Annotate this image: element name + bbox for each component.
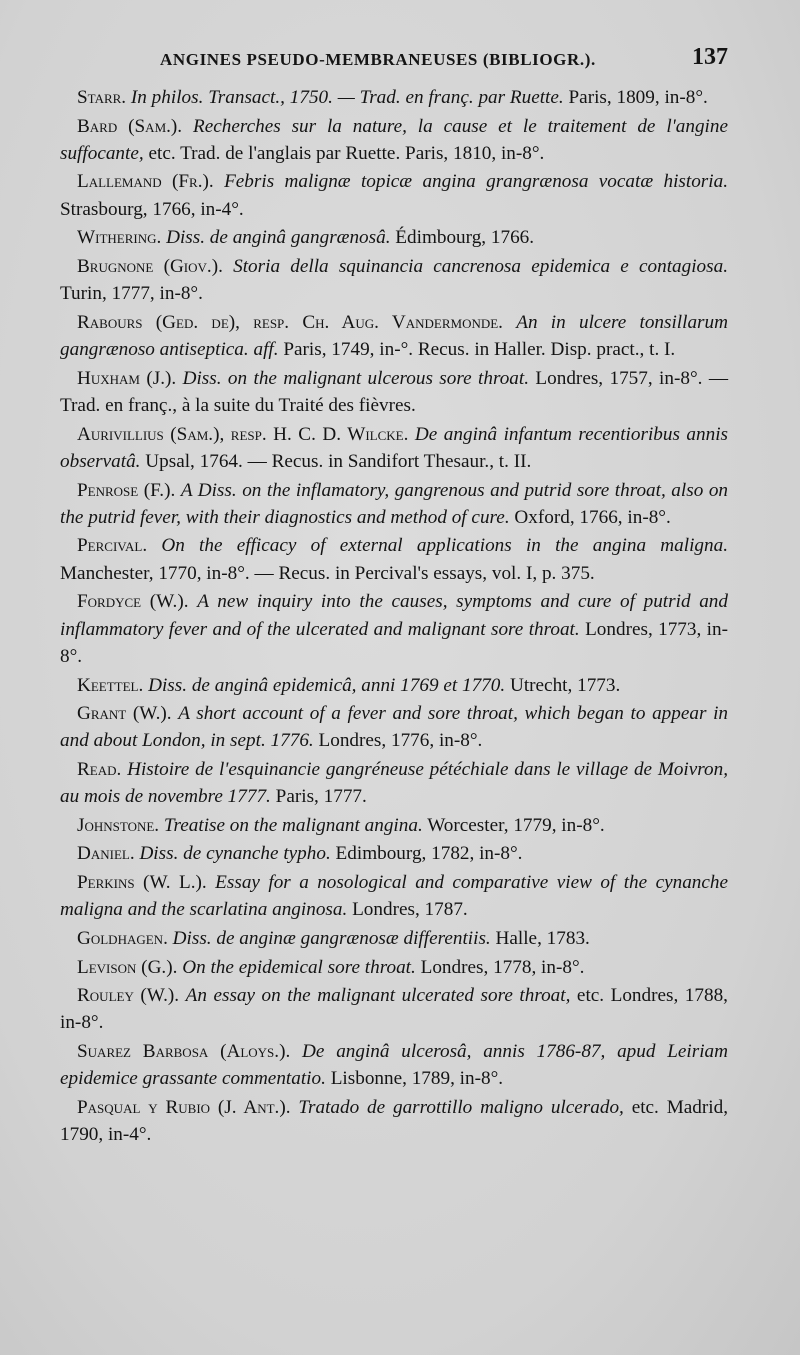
bibliography-entry [60,812,728,839]
entry-publication: Londres, 1757, in-8°. — Trad. en franç., à la suite du Traité des fièvres. [60,367,729,417]
bibliography-entry [60,869,728,924]
entry-publication: Londres, 1787. [347,899,468,921]
page-header [60,44,728,80]
entry-title: An essay on the malignant ulcerated sore throat, [185,985,571,1007]
bibliography-entry [60,253,728,308]
entry-title: De anginâ infantum recentioribus annis observatâ. [60,423,729,472]
entry-author: Keettel. [77,674,144,696]
entry-author: Daniel. [77,843,135,865]
entry-title: Diss. on the malignant ulcerous sore throat. [182,367,530,389]
entry-publication: Lisbonne, 1789, in-8°. [325,1068,504,1090]
bibliography-entry [60,113,728,168]
entry-title: Diss. de anginæ gangrænosæ differentiis. [172,927,491,949]
entry-author: Suarez Barbosa (Aloys.). [77,1041,291,1063]
entry-author: Huxham (J.). [77,367,177,389]
entry-title: Treatise on the malignant angina. [163,814,423,836]
entry-author: Fordyce (W.). [77,591,189,613]
bibliography-entry [60,756,728,811]
running-title: ANGINES PSEUDO-MEMBRANEUSES (BIBLIOGR.). [160,50,596,69]
entry-title: Diss. de cynanche typho. [139,843,331,865]
entry-publication: etc. Trad. de l'anglais par Ruette. Paris, 1810, in-8°. [143,142,545,164]
entry-title: A short account of a fever and sore throat, which began to appear in and about London, in sept. 1776. [60,703,728,752]
bibliography-entry [60,1038,728,1093]
entry-title: Tratado de garrottillo maligno ulcerado, [298,1096,624,1118]
entry-publication: Halle, 1783. [490,927,590,949]
entry-title: An in ulcere tonsillarum gangrænoso antiseptica. aff. [60,311,728,361]
entry-publication: Oxford, 1766, in-8°. [509,506,671,528]
entry-title: On the efficacy of external applications in the angina maligna. [161,535,728,557]
entry-publication: Paris, 1777. [270,786,367,808]
entry-publication: Manchester, 1770, in-8°. — Recus. in Percival's essays, vol. I, p. 375. [60,562,595,584]
bibliography-entry [60,1094,728,1149]
entry-title: Storia della squinancia cancrenosa epidemica e contagiosa. [233,255,729,277]
entry-title: A new inquiry into the causes, symptoms and cure of putrid and inflammatory fever and of the ulcerated and malignant sore throat. [60,591,728,640]
entry-publication: Paris, 1749, in-°. Recus. in Haller. Disp. pract., t. I. [278,339,676,361]
entry-author: Brugnone (Giov.). [77,255,223,277]
bibliography-entry [60,982,728,1037]
bibliography-entry [60,224,728,251]
entry-author: Goldhagen. [77,927,168,949]
entry-author: Penrose (F.). [77,479,176,501]
entry-author: Withering. [77,227,162,249]
entry-title: De anginâ ulcerosâ, annis 1786-87, apud Leiriam epidemice grassante commentatio. [60,1041,728,1090]
bibliography-entry [60,168,728,223]
entry-author: Levison (G.). [77,956,178,978]
entry-title: Diss. de anginâ gangrænosâ. [166,227,391,249]
entry-author: Bard (Sam.). [77,115,183,137]
entry-title: Diss. de anginâ epidemicâ, anni 1769 et 1770. [148,674,506,696]
entry-publication: Turin, 1777, in-8°. [60,283,203,305]
entry-publication: Londres, 1776, in-8°. [313,730,483,752]
entry-title: In philos. Transact., 1750. — Trad. en franç. par Ruette. [130,87,564,108]
bibliography-entry [60,588,728,670]
bibliography-entry [60,309,728,364]
entry-title: Essay for a nosological and comparative view of the cynanche maligna and the scarlatina anginosa. [60,872,729,921]
entry-author: Rouley (W.). [77,985,180,1007]
entry-publication: etc. Londres, 1788, in-8°. [60,985,728,1034]
entry-publication: Londres, 1773, in-8°. [60,618,728,667]
entry-publication: Londres, 1778, in-8°. [415,956,585,978]
entry-title: A Diss. on the inflamatory, gangrenous and putrid sore throat, also on the putrid fever, with their diagnostics and method of cure. [60,479,729,528]
entry-author: Starr. [77,87,127,108]
bibliography-list [60,84,728,1150]
entry-publication: Worcester, 1779, in-8°. [422,814,605,836]
entry-publication: Paris, 1809, in-8°. [563,87,708,108]
entry-author: Johnstone. [77,814,160,836]
entry-title: Recherches sur la nature, la cause et le traitement de l'angine suffocante, [60,115,728,164]
entry-author: Read. [77,758,122,780]
entry-author: Aurivillius (Sam.), resp. H. C. D. Wilcke. [77,423,409,445]
bibliography-entry [60,840,728,867]
entry-publication: Strasbourg, 1766, in-4°. [60,198,244,220]
entry-publication: Edimbourg, 1782, in-8°. [330,843,523,865]
entry-author: Lallemand (Fr.). [77,171,214,193]
entry-title: On the epidemical sore throat. [182,956,416,978]
bibliography-entry [60,365,728,420]
entry-publication: Utrecht, 1773. [505,674,621,696]
entry-author: Pasqual y Rubio (J. Ant.). [77,1096,291,1118]
bibliography-entry [60,672,728,699]
entry-author: Grant (W.). [77,703,172,725]
entry-title: Histoire de l'esquinancie gangréneuse pétéchiale dans le village de Moivron, au mois de novembre 1777. [60,758,729,808]
bibliography-entry [60,477,728,532]
bibliography-entry [60,84,728,111]
bibliography-entry [60,925,728,952]
entry-title: Febris malignæ topicæ angina grangrænosa vocatæ historia. [224,171,728,193]
entry-author: Perkins (W. L.). [77,872,207,894]
entry-author: Percival. [77,535,148,557]
bibliography-entry [60,532,728,587]
bibliography-entry [60,700,728,755]
entry-publication: Upsal, 1764. — Recus. in Sandifort Thesaur., t. II. [140,450,532,472]
entry-publication: Édimbourg, 1766. [390,227,535,249]
bibliography-entry [60,954,728,981]
entry-publication: etc. Madrid, 1790, in-4°. [60,1096,728,1146]
page-number: 137 [692,44,728,70]
bibliography-entry [60,421,728,476]
entry-author: Rabours (Ged. de), resp. Ch. Aug. Vandermonde. [77,311,503,333]
